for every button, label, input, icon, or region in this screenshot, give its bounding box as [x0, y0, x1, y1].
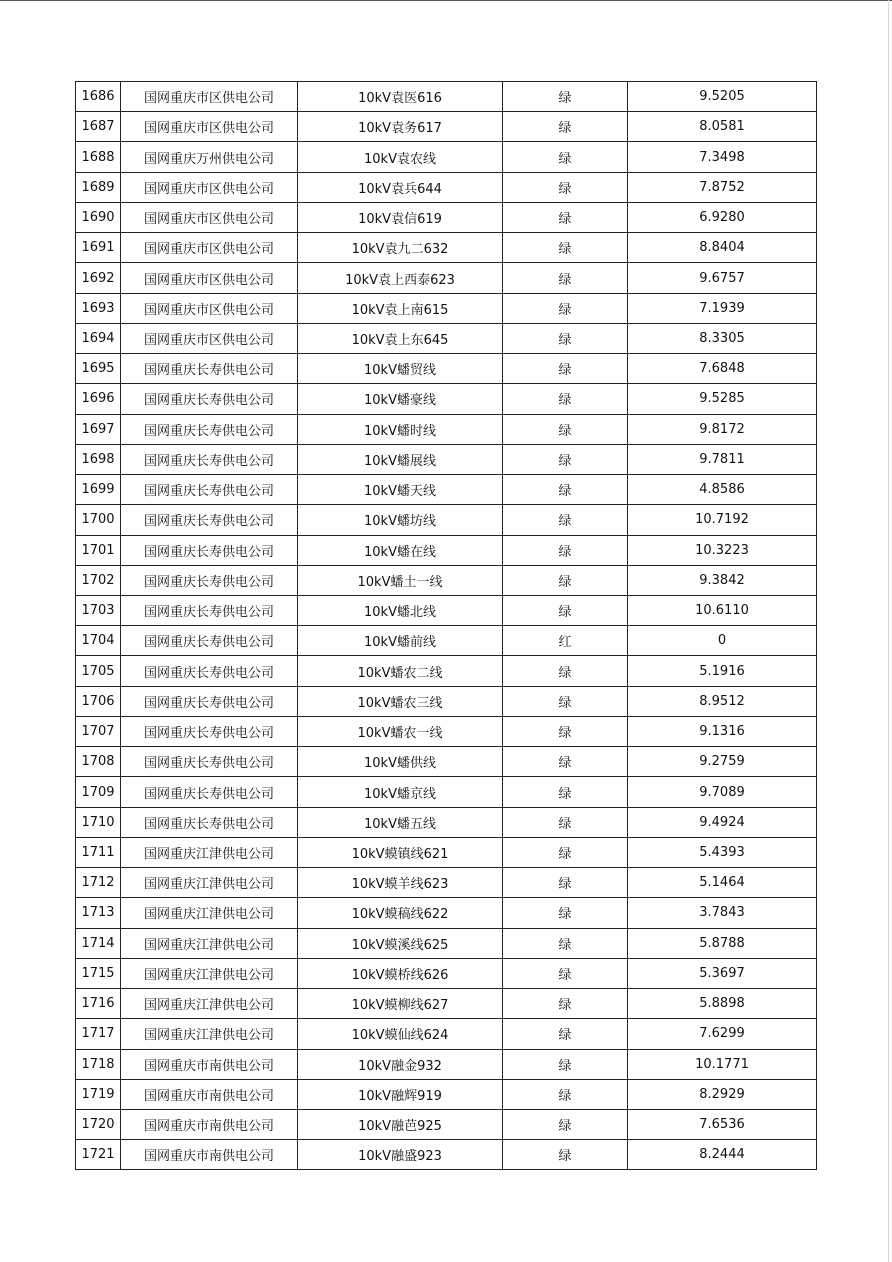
value-cell: 8.3305: [628, 323, 817, 353]
status-cell: 绿: [503, 354, 628, 384]
row-number-cell: 1718: [76, 1049, 121, 1079]
row-number-cell: 1714: [76, 928, 121, 958]
company-cell: 国网重庆长寿供电公司: [121, 626, 298, 656]
table-row: [76, 928, 817, 958]
feeder-line-cell: 10kV袁务617: [298, 112, 503, 142]
feeder-line-cell: 10kV蟠展线: [298, 444, 503, 474]
value-cell: 7.3498: [628, 142, 817, 172]
feeder-status-table: [75, 81, 817, 1170]
company-cell: 国网重庆长寿供电公司: [121, 384, 298, 414]
company-cell: 国网重庆长寿供电公司: [121, 656, 298, 686]
value-cell: 9.5205: [628, 82, 817, 112]
value-cell: 9.3842: [628, 565, 817, 595]
company-cell: 国网重庆市区供电公司: [121, 82, 298, 112]
table-row: [76, 263, 817, 293]
row-number-cell: 1696: [76, 384, 121, 414]
row-number-cell: 1688: [76, 142, 121, 172]
value-cell: 5.1464: [628, 868, 817, 898]
table-row: [76, 535, 817, 565]
value-cell: 5.1916: [628, 656, 817, 686]
status-cell: 绿: [503, 837, 628, 867]
table-row: [76, 172, 817, 202]
status-cell: 绿: [503, 807, 628, 837]
table-row: [76, 595, 817, 625]
row-number-cell: 1710: [76, 807, 121, 837]
company-cell: 国网重庆江津供电公司: [121, 898, 298, 928]
value-cell: 9.6757: [628, 263, 817, 293]
value-cell: 9.7089: [628, 777, 817, 807]
value-cell: 8.0581: [628, 112, 817, 142]
company-cell: 国网重庆长寿供电公司: [121, 505, 298, 535]
status-cell: 绿: [503, 1049, 628, 1079]
feeder-line-cell: 10kV蟆稿线622: [298, 898, 503, 928]
table-row: [76, 807, 817, 837]
row-number-cell: 1699: [76, 475, 121, 505]
page-top-rule: [0, 0, 892, 1]
status-cell: 绿: [503, 384, 628, 414]
company-cell: 国网重庆万州供电公司: [121, 142, 298, 172]
status-cell: 绿: [503, 565, 628, 595]
company-cell: 国网重庆市区供电公司: [121, 172, 298, 202]
feeder-line-cell: 10kV融芭925: [298, 1109, 503, 1139]
company-cell: 国网重庆江津供电公司: [121, 837, 298, 867]
feeder-line-cell: 10kV蟆仙线624: [298, 1019, 503, 1049]
table-row: [76, 626, 817, 656]
table-row: [76, 1049, 817, 1079]
value-cell: 4.8586: [628, 475, 817, 505]
table-row: [76, 414, 817, 444]
row-number-cell: 1712: [76, 868, 121, 898]
company-cell: 国网重庆市区供电公司: [121, 202, 298, 232]
row-number-cell: 1709: [76, 777, 121, 807]
row-number-cell: 1707: [76, 716, 121, 746]
feeder-line-cell: 10kV蟠天线: [298, 475, 503, 505]
row-number-cell: 1719: [76, 1079, 121, 1109]
company-cell: 国网重庆长寿供电公司: [121, 414, 298, 444]
company-cell: 国网重庆市区供电公司: [121, 323, 298, 353]
company-cell: 国网重庆长寿供电公司: [121, 595, 298, 625]
value-cell: 9.2759: [628, 747, 817, 777]
table-row: [76, 444, 817, 474]
feeder-line-cell: 10kV袁信619: [298, 202, 503, 232]
table-row: [76, 202, 817, 232]
table-row: [76, 868, 817, 898]
row-number-cell: 1700: [76, 505, 121, 535]
feeder-line-cell: 10kV袁兵644: [298, 172, 503, 202]
company-cell: 国网重庆长寿供电公司: [121, 716, 298, 746]
feeder-line-cell: 10kV蟠在线: [298, 535, 503, 565]
value-cell: 7.8752: [628, 172, 817, 202]
value-cell: 10.1771: [628, 1049, 817, 1079]
status-cell: 绿: [503, 898, 628, 928]
table-row: [76, 82, 817, 112]
value-cell: 7.6848: [628, 354, 817, 384]
value-cell: 9.5285: [628, 384, 817, 414]
page-right-edge: [888, 0, 889, 1262]
feeder-line-cell: 10kV蟠供线: [298, 747, 503, 777]
feeder-line-cell: 10kV蟠时线: [298, 414, 503, 444]
status-cell: 绿: [503, 323, 628, 353]
table-row: [76, 142, 817, 172]
value-cell: 7.6299: [628, 1019, 817, 1049]
feeder-line-cell: 10kV蟆桥线626: [298, 958, 503, 988]
feeder-line-cell: 10kV袁医616: [298, 82, 503, 112]
table-body: [76, 82, 817, 1170]
company-cell: 国网重庆长寿供电公司: [121, 444, 298, 474]
row-number-cell: 1689: [76, 172, 121, 202]
company-cell: 国网重庆市南供电公司: [121, 1109, 298, 1139]
status-cell: 绿: [503, 656, 628, 686]
status-cell: 绿: [503, 1109, 628, 1139]
status-cell: 绿: [503, 989, 628, 1019]
row-number-cell: 1694: [76, 323, 121, 353]
table-row: [76, 384, 817, 414]
table-row: [76, 989, 817, 1019]
company-cell: 国网重庆江津供电公司: [121, 958, 298, 988]
value-cell: 9.1316: [628, 716, 817, 746]
row-number-cell: 1691: [76, 233, 121, 263]
company-cell: 国网重庆长寿供电公司: [121, 686, 298, 716]
table-row: [76, 958, 817, 988]
value-cell: 5.3697: [628, 958, 817, 988]
status-cell: 绿: [503, 747, 628, 777]
value-cell: 9.7811: [628, 444, 817, 474]
status-cell: 绿: [503, 202, 628, 232]
table-row: [76, 505, 817, 535]
value-cell: 5.4393: [628, 837, 817, 867]
status-cell: 绿: [503, 595, 628, 625]
company-cell: 国网重庆江津供电公司: [121, 989, 298, 1019]
value-cell: 6.9280: [628, 202, 817, 232]
feeder-line-cell: 10kV袁上南615: [298, 293, 503, 323]
table-row: [76, 716, 817, 746]
row-number-cell: 1721: [76, 1140, 121, 1170]
row-number-cell: 1704: [76, 626, 121, 656]
status-cell: 绿: [503, 112, 628, 142]
feeder-line-cell: 10kV融辉919: [298, 1079, 503, 1109]
feeder-line-cell: 10kV蟆溪线625: [298, 928, 503, 958]
row-number-cell: 1693: [76, 293, 121, 323]
company-cell: 国网重庆江津供电公司: [121, 928, 298, 958]
row-number-cell: 1698: [76, 444, 121, 474]
row-number-cell: 1715: [76, 958, 121, 988]
value-cell: 8.9512: [628, 686, 817, 716]
company-cell: 国网重庆长寿供电公司: [121, 535, 298, 565]
table-row: [76, 1079, 817, 1109]
value-cell: 10.7192: [628, 505, 817, 535]
status-cell: 红: [503, 626, 628, 656]
value-cell: 7.6536: [628, 1109, 817, 1139]
row-number-cell: 1701: [76, 535, 121, 565]
status-cell: 绿: [503, 505, 628, 535]
company-cell: 国网重庆市南供电公司: [121, 1140, 298, 1170]
row-number-cell: 1720: [76, 1109, 121, 1139]
value-cell: 8.8404: [628, 233, 817, 263]
status-cell: 绿: [503, 1140, 628, 1170]
row-number-cell: 1713: [76, 898, 121, 928]
status-cell: 绿: [503, 233, 628, 263]
value-cell: 8.2444: [628, 1140, 817, 1170]
status-cell: 绿: [503, 958, 628, 988]
feeder-line-cell: 10kV蟠土一线: [298, 565, 503, 595]
value-cell: 0: [628, 626, 817, 656]
feeder-line-cell: 10kV蟠农三线: [298, 686, 503, 716]
value-cell: 8.2929: [628, 1079, 817, 1109]
company-cell: 国网重庆长寿供电公司: [121, 777, 298, 807]
table-row: [76, 1019, 817, 1049]
row-number-cell: 1703: [76, 595, 121, 625]
feeder-line-cell: 10kV蟠京线: [298, 777, 503, 807]
table-row: [76, 898, 817, 928]
status-cell: 绿: [503, 82, 628, 112]
row-number-cell: 1695: [76, 354, 121, 384]
table-row: [76, 293, 817, 323]
table-row: [76, 777, 817, 807]
table-row: [76, 323, 817, 353]
company-cell: 国网重庆市区供电公司: [121, 263, 298, 293]
status-cell: 绿: [503, 172, 628, 202]
company-cell: 国网重庆市区供电公司: [121, 233, 298, 263]
value-cell: 9.4924: [628, 807, 817, 837]
feeder-line-cell: 10kV蟠贸线: [298, 354, 503, 384]
value-cell: 5.8898: [628, 989, 817, 1019]
company-cell: 国网重庆长寿供电公司: [121, 807, 298, 837]
company-cell: 国网重庆市南供电公司: [121, 1079, 298, 1109]
table-row: [76, 747, 817, 777]
company-cell: 国网重庆长寿供电公司: [121, 475, 298, 505]
status-cell: 绿: [503, 1019, 628, 1049]
table-row: [76, 354, 817, 384]
company-cell: 国网重庆江津供电公司: [121, 868, 298, 898]
table-row: [76, 1140, 817, 1170]
status-cell: 绿: [503, 293, 628, 323]
feeder-line-cell: 10kV蟠北线: [298, 595, 503, 625]
table-row: [76, 686, 817, 716]
value-cell: 10.6110: [628, 595, 817, 625]
feeder-line-cell: 10kV蟆羊线623: [298, 868, 503, 898]
feeder-line-cell: 10kV蟠五线: [298, 807, 503, 837]
row-number-cell: 1687: [76, 112, 121, 142]
row-number-cell: 1716: [76, 989, 121, 1019]
row-number-cell: 1708: [76, 747, 121, 777]
status-cell: 绿: [503, 535, 628, 565]
row-number-cell: 1711: [76, 837, 121, 867]
feeder-line-cell: 10kV蟠农二线: [298, 656, 503, 686]
feeder-line-cell: 10kV袁上西泰623: [298, 263, 503, 293]
feeder-line-cell: 10kV融盛923: [298, 1140, 503, 1170]
row-number-cell: 1686: [76, 82, 121, 112]
status-cell: 绿: [503, 263, 628, 293]
feeder-line-cell: 10kV袁农线: [298, 142, 503, 172]
company-cell: 国网重庆市区供电公司: [121, 293, 298, 323]
row-number-cell: 1697: [76, 414, 121, 444]
status-cell: 绿: [503, 716, 628, 746]
status-cell: 绿: [503, 444, 628, 474]
feeder-line-cell: 10kV融金932: [298, 1049, 503, 1079]
company-cell: 国网重庆市区供电公司: [121, 112, 298, 142]
status-cell: 绿: [503, 868, 628, 898]
company-cell: 国网重庆长寿供电公司: [121, 354, 298, 384]
feeder-line-cell: 10kV蟆柳线627: [298, 989, 503, 1019]
feeder-line-cell: 10kV蟠豪线: [298, 384, 503, 414]
status-cell: 绿: [503, 414, 628, 444]
feeder-line-cell: 10kV袁上东645: [298, 323, 503, 353]
feeder-line-cell: 10kV蟠前线: [298, 626, 503, 656]
feeder-line-cell: 10kV蟠坊线: [298, 505, 503, 535]
value-cell: 5.8788: [628, 928, 817, 958]
row-number-cell: 1705: [76, 656, 121, 686]
status-cell: 绿: [503, 928, 628, 958]
row-number-cell: 1692: [76, 263, 121, 293]
status-cell: 绿: [503, 1079, 628, 1109]
feeder-line-cell: 10kV袁九二632: [298, 233, 503, 263]
company-cell: 国网重庆长寿供电公司: [121, 747, 298, 777]
table-row: [76, 1109, 817, 1139]
row-number-cell: 1702: [76, 565, 121, 595]
table-row: [76, 112, 817, 142]
value-cell: 3.7843: [628, 898, 817, 928]
feeder-line-cell: 10kV蟠农一线: [298, 716, 503, 746]
row-number-cell: 1717: [76, 1019, 121, 1049]
value-cell: 7.1939: [628, 293, 817, 323]
value-cell: 9.8172: [628, 414, 817, 444]
status-cell: 绿: [503, 142, 628, 172]
value-cell: 10.3223: [628, 535, 817, 565]
company-cell: 国网重庆长寿供电公司: [121, 565, 298, 595]
table-row: [76, 656, 817, 686]
table-row: [76, 837, 817, 867]
status-cell: 绿: [503, 686, 628, 716]
company-cell: 国网重庆江津供电公司: [121, 1019, 298, 1049]
company-cell: 国网重庆市南供电公司: [121, 1049, 298, 1079]
table-row: [76, 475, 817, 505]
table-row: [76, 233, 817, 263]
feeder-line-cell: 10kV蟆镇线621: [298, 837, 503, 867]
row-number-cell: 1690: [76, 202, 121, 232]
status-cell: 绿: [503, 777, 628, 807]
row-number-cell: 1706: [76, 686, 121, 716]
status-cell: 绿: [503, 475, 628, 505]
table-row: [76, 565, 817, 595]
